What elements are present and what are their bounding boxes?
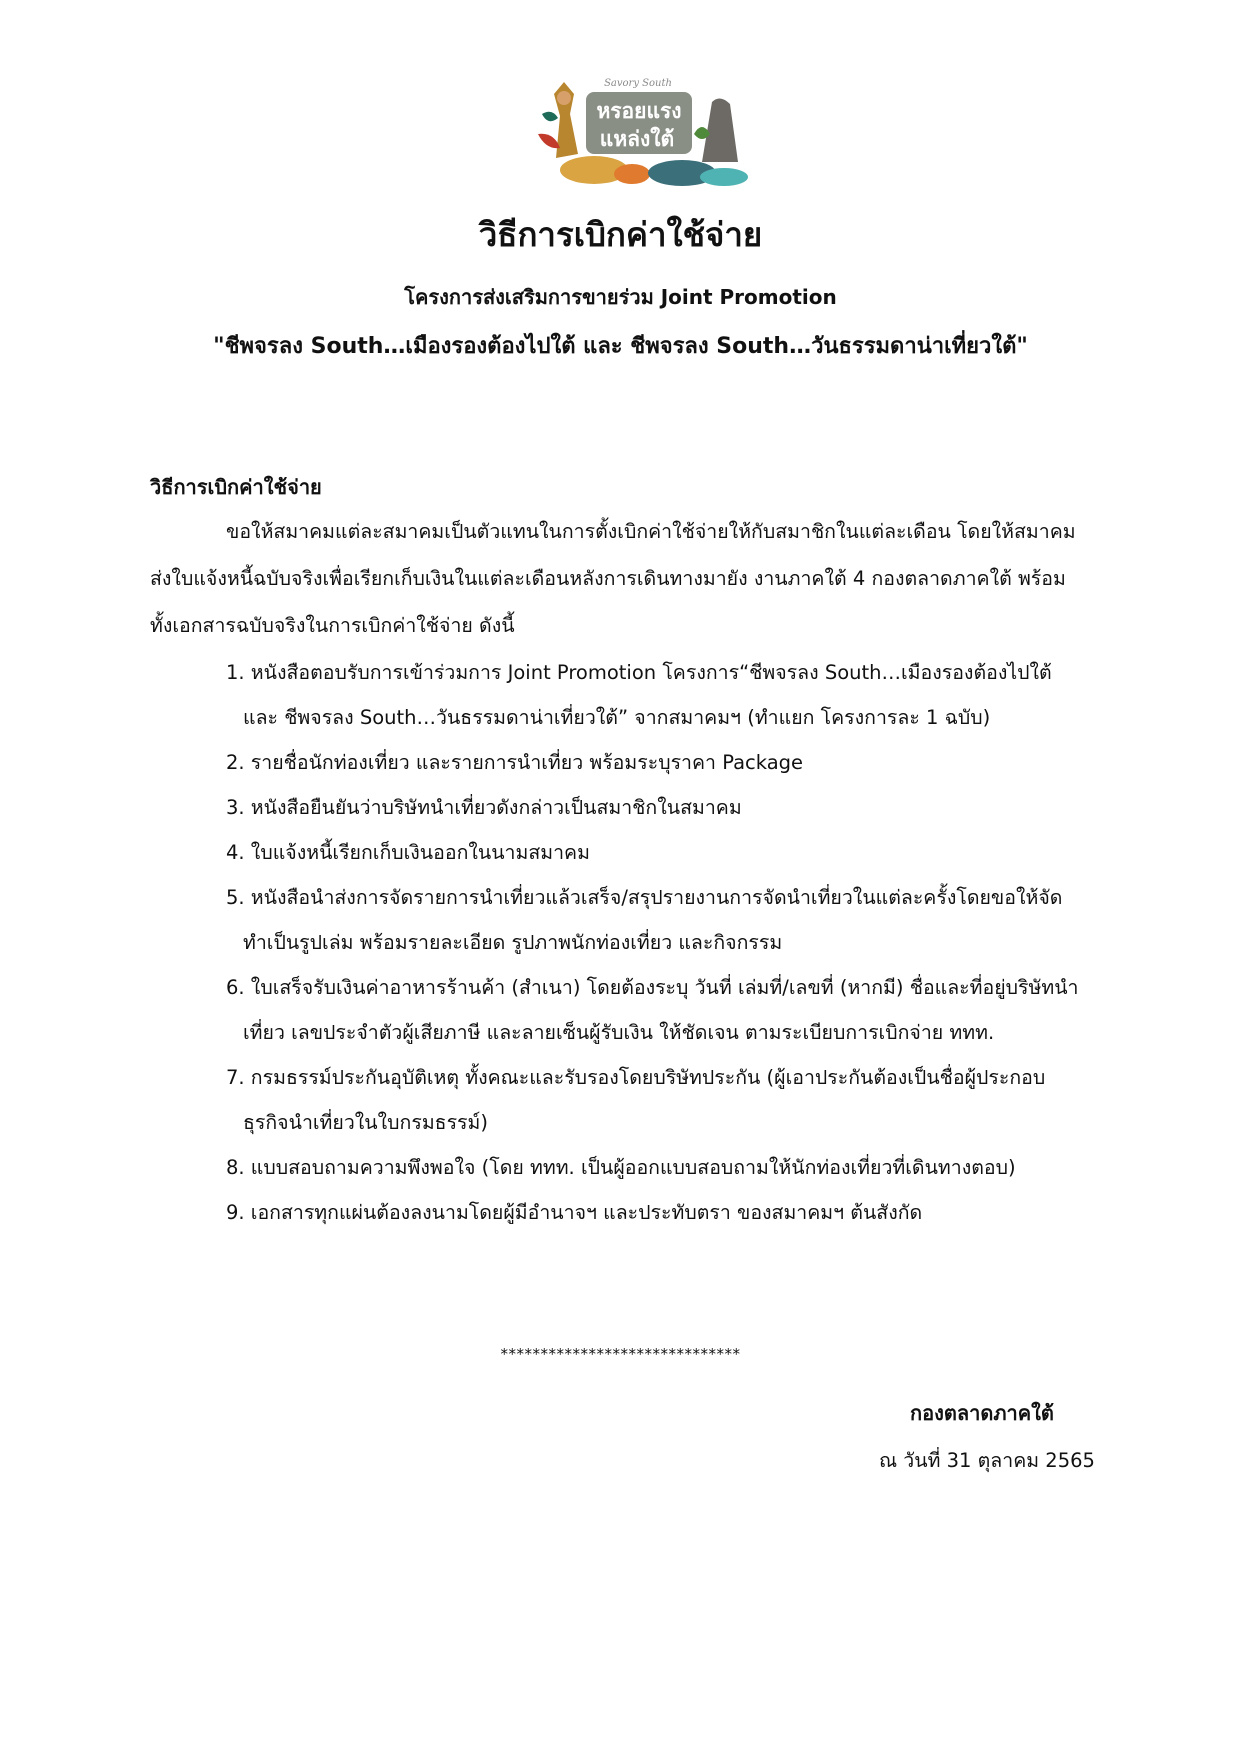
logo-tagline: Savory South bbox=[604, 78, 672, 89]
logo-dancer-shape bbox=[542, 112, 558, 121]
list-item: 7. กรมธรรม์ประกันอุบัติเหตุ ทั้งคณะและรับรองโดยบริษัทประกัน (ผู้เอาประกันต้องเป็นชื่อผู้ประกอบธุรกิจนำเที่ยวในใบกรมธรรม์) bbox=[226, 1066, 1046, 1134]
intro-paragraph: ขอให้สมาคมแต่ละสมาคมเป็นตัวแทนในการตั้งเบิกค่าใช้จ่ายให้กับสมาชิกในแต่ละเดือน โดยให้สมาคมส่งใบแจ้งหนี้ฉบับจริงเพื่อเรียกเก็บเงินในแต่ละเดือนหลังการเดินทางมายัง งานภาคใต้ 4 กองตลาดภาคใต้ พร้อมทั้งเอกสารฉบับจริงในการเบิกค่าใช้จ่าย ดังนี้ bbox=[150, 520, 1076, 637]
list-item: 9. เอกสารทุกแผ่นต้องลงนามโดยผู้มีอำนาจฯ และประทับตรา ของสมาคมฯ ต้นสังกัด bbox=[226, 1201, 923, 1224]
project-name: "ชีพจรลง South…เมืองรองต้องไปใต้ และ ชีพจรลง South…วันธรรมดาน่าเที่ยวใต้" bbox=[213, 334, 1028, 359]
logo-sea-shape bbox=[700, 168, 748, 186]
list-item: 1. หนังสือตอบรับการเข้าร่วมการ Joint Promotion โครงการ“ชีพจรลง South…เมืองรองต้องไปใต้ และ ชีพจรลง South…วันธรรมดาน่าเที่ยวใต้” จากสมาคมฯ (ทำแยก โครงการละ 1 ฉบับ) bbox=[226, 661, 1052, 729]
list-item: 2. รายชื่อนักท่องเที่ยว และรายการนำเที่ยว พร้อมระบุราคา Package bbox=[226, 751, 804, 774]
list-item: 6. ใบเสร็จรับเงินค่าอาหารร้านค้า (สำเนา) โดยต้องระบุ วันที่ เล่มที่/เลขที่ (หากมี) ชื่อและที่อยู่บริษัทนำเที่ยว เลขประจำตัวผู้เสียภาษี และลายเซ็นผู้รับเงิน ให้ชัดเจน ตามระเบียบการเบิกจ่าย ททท. bbox=[226, 976, 1079, 1044]
list-item: 8. แบบสอบถามความพึงพอใจ (โดย ททท. เป็นผู้ออกแบบสอบถามให้นักท่องเที่ยวที่เดินทางตอบ) bbox=[226, 1156, 1016, 1179]
list-item: 3. หนังสือยืนยันว่าบริษัทนำเที่ยวดังกล่าวเป็นสมาชิกในสมาคม bbox=[226, 796, 742, 819]
signer-name: กองตลาดภาคใต้ bbox=[910, 1401, 1054, 1425]
logo-food-shape bbox=[614, 164, 650, 184]
separator-line: ****************************** bbox=[500, 1345, 741, 1363]
logo-dancer-shape bbox=[557, 91, 571, 105]
steps-list bbox=[226, 650, 1086, 1235]
logo bbox=[534, 74, 756, 192]
logo-line-2: แหล่งใต้ bbox=[599, 127, 675, 151]
list-item: 5. หนังสือนำส่งการจัดรายการนำเที่ยวแล้วเสร็จ/สรุปรายงานการจัดนำเที่ยวในแต่ละครั้งโดยขอให้จัดทำเป็นรูปเล่ม พร้อมรายละเอียด รูปภาพนักท่องเที่ยว และกิจกรรม bbox=[226, 886, 1063, 954]
list-item: 4. ใบแจ้งหนี้เรียกเก็บเงินออกในนามสมาคม bbox=[226, 841, 590, 864]
section-heading: วิธีการเบิกค่าใช้จ่าย bbox=[150, 475, 322, 499]
document-date: ณ วันที่ 31 ตุลาคม 2565 bbox=[879, 1449, 1095, 1472]
logo-dancer-shape bbox=[538, 134, 560, 148]
project-subtitle: โครงการส่งเสริมการขายร่วม Joint Promotion bbox=[404, 285, 837, 309]
page-title: วิธีการเบิกค่าใช้จ่าย bbox=[478, 215, 763, 254]
logo-line-1: หรอยแรง bbox=[596, 99, 682, 123]
